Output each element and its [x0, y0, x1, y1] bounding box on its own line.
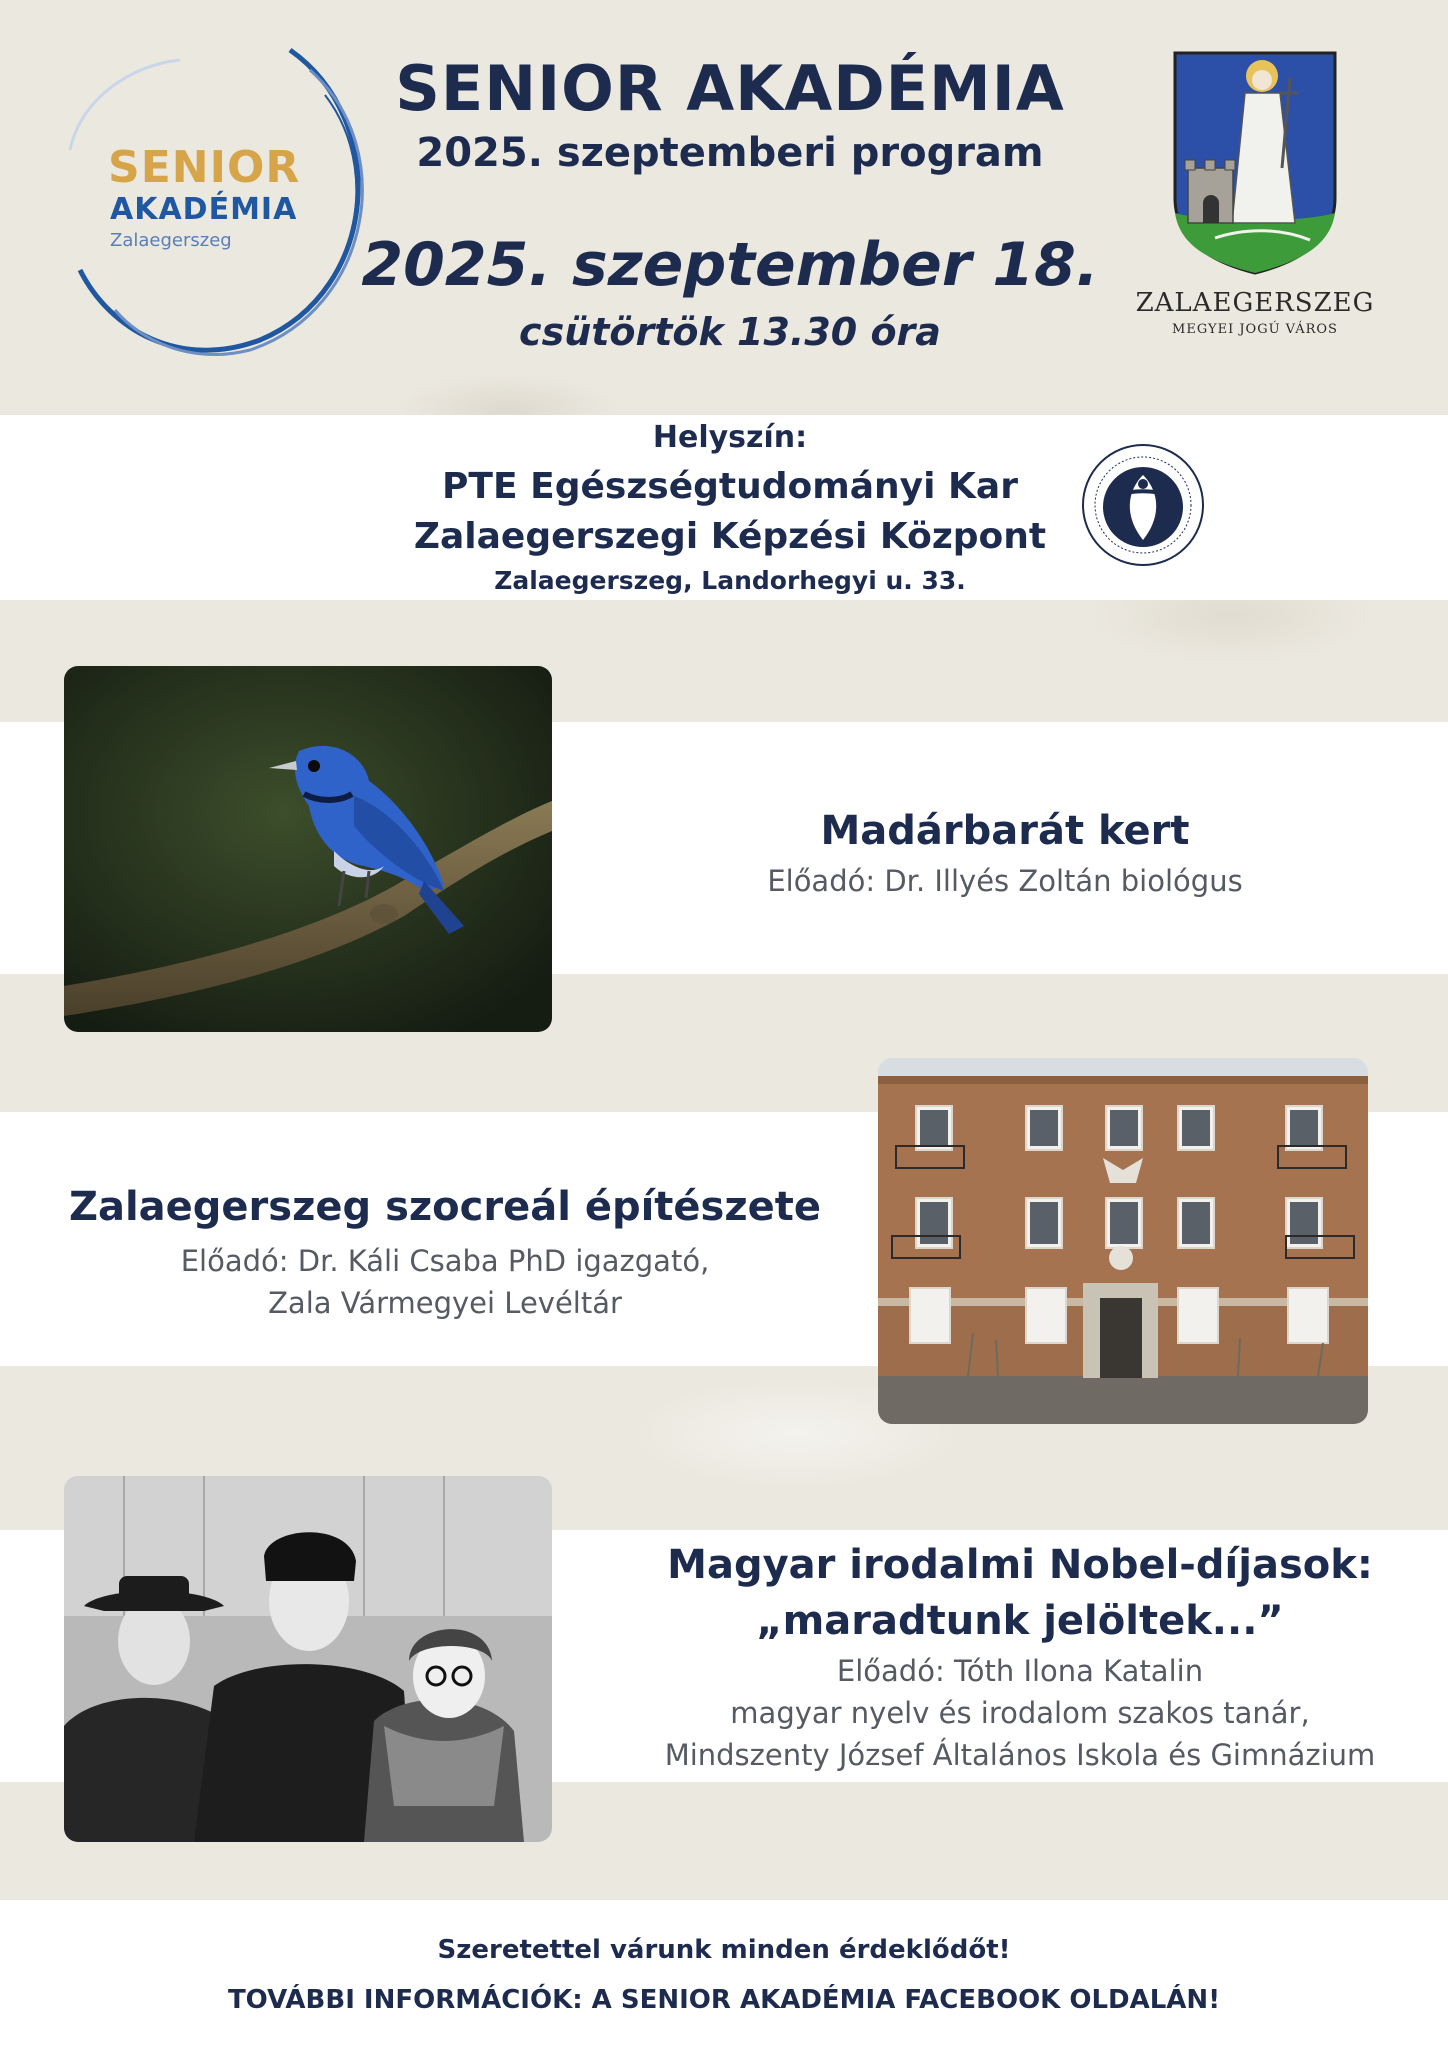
talk1-title: Madárbarát kert: [820, 808, 1190, 854]
socreal-building-image: [878, 1058, 1368, 1424]
bird-photo: [64, 666, 552, 1032]
talk3-title-line-1: Magyar irodalmi Nobel-díjasok:: [667, 1542, 1373, 1588]
page-subtitle: 2025. szeptemberi program: [416, 130, 1044, 176]
venue-line-1: PTE Egészségtudományi Kar: [442, 466, 1018, 507]
logo-akademia-text: AKADÉMIA: [110, 192, 298, 227]
talk3-speaker: Előadó: Tóth Ilona Katalin: [836, 1654, 1204, 1688]
venue-label: Helyszín:: [652, 420, 808, 455]
talk2-title: Zalaegerszeg szocreál építészete: [68, 1184, 822, 1230]
pte-seal-icon: [1078, 440, 1208, 570]
city-name: ZALAEGERSZEG: [1135, 288, 1375, 318]
writers-photo: [64, 1476, 552, 1842]
black-white-portrait-image: [64, 1476, 552, 1842]
logo-city-text: Zalaegerszeg: [110, 230, 232, 251]
footer-welcome: Szeretettel várunk minden érdeklődőt!: [437, 1935, 1011, 1965]
logo-senior-text: SENIOR: [108, 142, 301, 193]
page-title: SENIOR AKADÉMIA: [395, 52, 1065, 125]
talk2-speaker: Előadó: Dr. Káli Csaba PhD igazgató,: [180, 1244, 710, 1278]
city-coat-of-arms: [1170, 48, 1340, 278]
venue-address: Zalaegerszeg, Landorhegyi u. 33.: [494, 566, 966, 595]
talk1-speaker: Előadó: Dr. Illyés Zoltán biológus: [767, 864, 1243, 898]
footer-info: TOVÁBBI INFORMÁCIÓK: A SENIOR AKADÉMIA FACEBOOK OLDALÁN!: [227, 1985, 1221, 2015]
event-date: 2025. szeptember 18.: [361, 230, 1099, 300]
talk3-institution: Mindszenty József Általános Iskola és Gimnázium: [664, 1738, 1376, 1772]
building-photo: [878, 1058, 1368, 1424]
blue-bird-image: [64, 666, 552, 1032]
talk2-institution: Zala Vármegyei Levéltár: [268, 1286, 622, 1320]
event-time: csütörtök 13.30 óra: [519, 310, 941, 354]
coat-of-arms-icon: [1170, 48, 1340, 278]
senior-akademia-logo: [60, 40, 380, 360]
venue-line-2: Zalaegerszegi Képzési Központ: [413, 516, 1047, 557]
pte-faculty-logo: [1078, 440, 1208, 570]
city-subtitle: MEGYEI JOGÚ VÁROS: [1172, 322, 1338, 337]
talk3-speaker-title: magyar nyelv és irodalom szakos tanár,: [730, 1696, 1310, 1730]
talk3-title-line-2: „maradtunk jelöltek...”: [756, 1598, 1284, 1644]
footer-band: [0, 1900, 1448, 2048]
